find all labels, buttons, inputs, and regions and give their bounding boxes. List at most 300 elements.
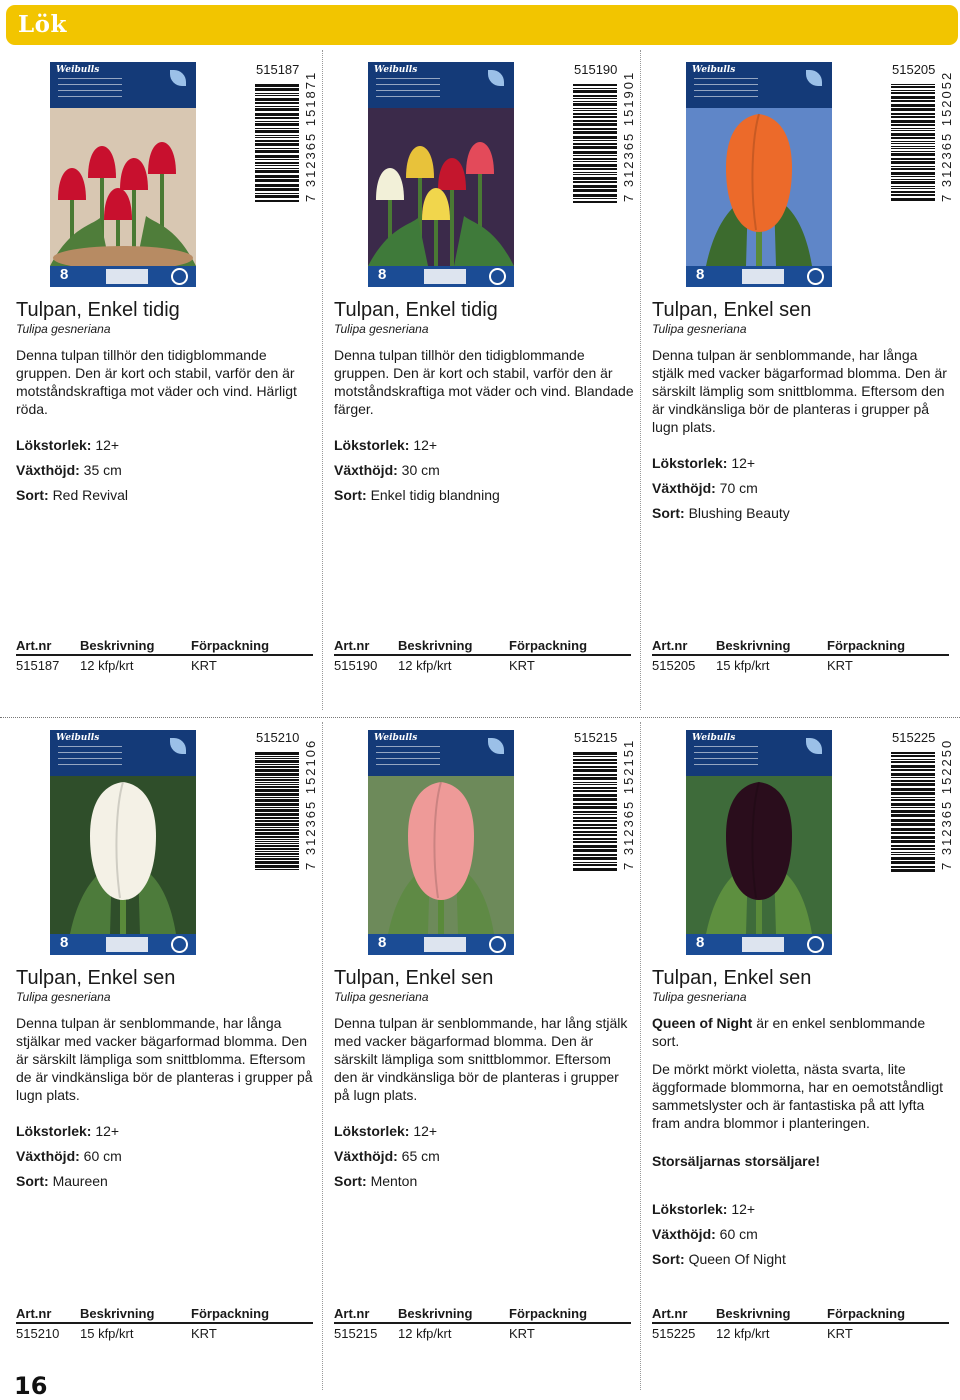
barcode-bar (573, 777, 617, 780)
product-specs (16, 1122, 316, 1190)
barcode-bar (891, 151, 935, 152)
barcode-bar (255, 108, 299, 111)
barcode-bar (255, 803, 299, 806)
barcode-bar (891, 90, 935, 91)
barcode-bar (891, 92, 935, 94)
barcode-bar (573, 784, 617, 785)
product-description: Denna tulpan tillhör den tidigblommande gruppen. Den är kort och stabil, varför den är motståndskraftiga mot väder och vind. Härligt röda. (16, 347, 297, 417)
product-image (50, 730, 196, 955)
order-table-header: Art.nr Beskrivning Förpackning (652, 636, 949, 656)
barcode-bar (255, 853, 299, 855)
brand-logo: Weibulls (56, 65, 100, 75)
barcode-bar (255, 113, 299, 116)
barcode-bar (891, 836, 935, 839)
barcode-bar (891, 194, 935, 196)
barcode-bar (255, 841, 299, 842)
product-card: Weibulls 8 515210 7 312365 152106 Tulpan, Enkel sen Tulipa gesneriana Denna tulpan är senblommande, har långa stjälkar med vacker bägarformad blomma. Den är särskilt lämpliga som snittblomma. Eftersom de är vindkänsliga bör de planteras i grupper på lugn plats. Lökstorlek: 12+ Växthöjd: 60 cm Sort: Maureen Art.nr Beskrivning Förpackning 515210 15 kfp/krt KRT (16, 730, 318, 1341)
barcode-bar (573, 198, 617, 199)
product-specs (652, 454, 952, 522)
product-specs (334, 1122, 634, 1190)
barcode-bar (255, 98, 299, 101)
order-table (652, 1304, 949, 1342)
barcode-bar (573, 101, 617, 102)
tulip-stem (438, 896, 444, 934)
column-divider (640, 50, 641, 710)
order-table-row: 515210 15 kfp/krt KRT (16, 1326, 217, 1341)
barcode-bar (573, 143, 617, 145)
barcode-bar (891, 852, 935, 853)
barcode-bar (573, 110, 617, 111)
barcode (255, 752, 299, 872)
barcode-bar (573, 774, 617, 776)
barcode-bar (255, 813, 299, 816)
barcode-bar (255, 130, 299, 133)
barcode-bar (573, 790, 617, 792)
spec-height: Växthöjd: 70 cm (652, 480, 758, 496)
barcode-bar (573, 849, 617, 852)
barcode-bar (573, 103, 617, 106)
barcode-bar (891, 797, 935, 798)
barcode (891, 84, 935, 204)
barcode-bar (891, 146, 935, 147)
order-table (334, 636, 631, 674)
barcode-bar (255, 764, 299, 765)
barcode-bar (891, 128, 935, 129)
barcode-bar (891, 861, 935, 864)
order-table-header: Art.nr Beskrivning Förpackning (334, 1304, 631, 1324)
barcode-bar (891, 869, 935, 872)
product-title: Tulpan, Enkel sen (16, 967, 176, 989)
barcode-bar (891, 765, 935, 768)
barcode-bar (573, 864, 617, 866)
barcode-bar (891, 783, 935, 786)
barcode-bar (573, 95, 617, 97)
barcode-bar (255, 135, 299, 136)
barcode (255, 84, 299, 204)
barcode-bar (573, 131, 617, 134)
barcode-bar (255, 779, 299, 781)
barcode-bar (573, 88, 617, 89)
barcode-bar (255, 175, 299, 178)
barcode-bar (573, 164, 617, 167)
barcode-bar (891, 828, 935, 831)
product-title: Tulpan, Enkel sen (652, 967, 812, 989)
barcode-bar (255, 758, 299, 759)
barcode-bar (255, 106, 299, 107)
barcode-bar (573, 136, 617, 139)
barcode-bar (255, 155, 299, 158)
barcode-bar (255, 760, 299, 763)
barcode-bar (891, 803, 935, 806)
barcode-bar (891, 148, 935, 149)
barcode-bar (255, 188, 299, 191)
leaf-icon (488, 70, 504, 86)
product-description: Denna tulpan är senblommande, har långa stjälk med vacker bägarformad blomma. Den är särskilt lämplig som snittblomma. Eftersom den är vindkänsliga bör de planteras i grupper på lugn plats. (652, 347, 947, 435)
barcode-bar (573, 854, 617, 856)
barcode-bar (891, 130, 935, 131)
barcode-bar (573, 766, 617, 768)
spec-variety: Sort: Red Revival (16, 487, 129, 503)
barcode-bar (573, 756, 617, 757)
barcode (891, 752, 935, 872)
barcode-bar (573, 161, 617, 162)
article-number: 515187 (256, 62, 300, 77)
spec-bulb-size: Lökstorlek: 12+ (652, 1201, 756, 1217)
barcode-bar (891, 857, 935, 860)
barcode-bar (255, 123, 299, 126)
barcode-bar (573, 794, 617, 797)
product-intro: Queen of Night är en enkel senblommande sort. (652, 1015, 926, 1049)
barcode-bar (573, 90, 617, 93)
spec-variety: Sort: Enkel tidig blandning (334, 487, 500, 503)
barcode-bar (891, 172, 935, 175)
tulip-illustration (686, 108, 832, 266)
barcode-bar (573, 116, 617, 118)
product-image (368, 62, 514, 287)
article-number: 515225 (892, 730, 936, 745)
barcode-bar (573, 814, 617, 815)
barcode-bar (255, 839, 299, 840)
barcode-bar (891, 84, 935, 85)
barcode-bar (255, 786, 299, 788)
barcode-bar (891, 819, 935, 822)
brand-logo: Weibulls (56, 733, 100, 743)
barcode-bar (255, 865, 299, 868)
barcode-bar (573, 831, 617, 833)
section-title: Lök (18, 11, 67, 38)
barcode-bar (573, 128, 617, 130)
tulip-illustration (368, 108, 514, 266)
brand-logo: Weibulls (692, 733, 736, 743)
pack-count-icon: 8 (60, 266, 69, 283)
article-number: 515205 (892, 62, 936, 77)
tulip-stem (756, 896, 762, 934)
product-title: Tulpan, Enkel sen (334, 967, 494, 989)
barcode-bar (255, 809, 299, 812)
barcode-bar (255, 861, 299, 864)
brand-logo: Weibulls (374, 65, 418, 75)
latin-name: Tulipa gesneriana (652, 990, 747, 1004)
barcode-bar (255, 752, 299, 755)
spec-bulb-size: Lökstorlek: 12+ (334, 1123, 438, 1139)
badge-icon (489, 268, 506, 285)
barcode-bar (573, 146, 617, 149)
latin-name: Tulipa gesneriana (334, 322, 429, 336)
barcode-bar (573, 817, 617, 819)
product-image (50, 62, 196, 287)
product-highlight: Storsäljarnas storsäljare! (652, 1153, 821, 1169)
tulip-stem (756, 228, 762, 266)
order-table-header: Art.nr Beskrivning Förpackning (334, 636, 631, 656)
barcode-bar (255, 140, 299, 142)
order-table (652, 636, 949, 674)
barcode-bar (891, 761, 935, 763)
barcode-bar (255, 128, 299, 129)
barcode-bar (573, 201, 617, 203)
barcode-bar (573, 168, 617, 170)
barcode-bar (891, 120, 935, 123)
brand-logo: Weibulls (374, 733, 418, 743)
product-card: Weibulls 8 515190 7 312365 151901 Tulpan, Enkel tidig Tulipa gesneriana Denna tulpan tillhör den tidigblommande gruppen. Den är kort och stabil, varför den är motståndskraftiga mot väder och vind. Blandade färger. Lökstorlek: 12+ Växthöjd: 30 cm Sort: Enkel tidig blandning Art.nr Beskrivning Förpackning 515190 12 kfp/krt KRT (334, 62, 636, 673)
latin-name: Tulipa gesneriana (334, 990, 429, 1004)
barcode-bar (891, 181, 935, 184)
barcode-bar (891, 104, 935, 107)
barcode-bar (891, 133, 935, 136)
barcode-bar (891, 845, 935, 847)
barcode-bar (891, 752, 935, 754)
barcode-bar (573, 868, 617, 871)
spec-variety: Sort: Queen Of Night (652, 1251, 786, 1267)
barcode-bar (255, 165, 299, 166)
spec-variety: Sort: Blushing Beauty (652, 505, 790, 521)
barcode-bar (891, 777, 935, 778)
barcode-bar (891, 113, 935, 115)
tulip-flower (90, 782, 156, 900)
barcode (573, 752, 617, 872)
barcode-bar (891, 176, 935, 177)
barcode-bar (255, 102, 299, 104)
barcode-bar (255, 823, 299, 826)
barcode-bar (255, 782, 299, 783)
barcode-bar (573, 787, 617, 789)
order-table-header: Art.nr Beskrivning Förpackning (16, 1304, 313, 1324)
spec-height: Växthöjd: 35 cm (16, 462, 122, 478)
order-table-row: 515205 15 kfp/krt KRT (652, 658, 853, 673)
barcode-bar (573, 84, 617, 86)
barcode-bar (573, 798, 617, 801)
barcode-bar (255, 159, 299, 160)
barcode-bar (573, 862, 617, 863)
barcode-bar (891, 780, 935, 782)
pack-count-icon: 8 (696, 934, 705, 951)
barcode-bar (891, 769, 935, 771)
barcode-bar (255, 195, 299, 198)
barcode-bar (573, 194, 617, 197)
order-table-row: 515225 12 kfp/krt KRT (652, 1326, 853, 1341)
barcode-bar (573, 841, 617, 843)
leaf-icon (170, 738, 186, 754)
barcode-bar (255, 797, 299, 798)
barcode-bar (573, 838, 617, 840)
barcode-bar (573, 113, 617, 115)
article-number: 515190 (574, 62, 618, 77)
barcode-bar (573, 123, 617, 126)
barcode-bar (573, 177, 617, 180)
barcode-bar (573, 98, 617, 99)
tulip-illustration (686, 776, 832, 934)
barcode-bar (573, 752, 617, 755)
tulip-stem (450, 186, 454, 266)
barcode-bar (255, 807, 299, 808)
barcode-bar (255, 150, 299, 153)
article-number: 515215 (574, 730, 618, 745)
barcode-bar (891, 773, 935, 776)
barcode-bar (255, 784, 299, 785)
barcode-bar (573, 803, 617, 805)
product-description: Denna tulpan är senblommande, har lång stjälk med vacker bägarformad blomma. Den är särskilt lämpliga som snittblommor. Eftersom den är vindkänsliga bör de planteras i grupper på lugn plats. (334, 1015, 628, 1103)
tulip-illustration (368, 776, 514, 934)
barcode-bar (255, 829, 299, 831)
pack-count-icon: 8 (60, 934, 69, 951)
tulip-stem (434, 216, 438, 266)
spec-variety: Sort: Menton (334, 1173, 418, 1189)
barcode-bar (573, 806, 617, 809)
leaf-icon (488, 738, 504, 754)
barcode-bar (255, 843, 299, 844)
spec-bulb-size: Lökstorlek: 12+ (334, 437, 438, 453)
barcode-bar (891, 161, 935, 164)
barcode-bar (255, 769, 299, 772)
order-table-header: Art.nr Beskrivning Förpackning (652, 1304, 949, 1324)
barcode-bar (891, 840, 935, 843)
barcode-bar (891, 854, 935, 855)
product-image (368, 730, 514, 955)
barcode-bar (891, 198, 935, 201)
barcode-bar (891, 141, 935, 142)
barcode-bar (255, 168, 299, 169)
barcode-bar (573, 857, 617, 860)
barcode-bar (255, 193, 299, 194)
badge-icon (807, 936, 824, 953)
barcode-bar (573, 108, 617, 109)
order-table-row: 515215 12 kfp/krt KRT (334, 1326, 535, 1341)
barcode-bar (255, 143, 299, 146)
barcode-bar (255, 117, 299, 119)
brand-logo: Weibulls (692, 65, 736, 75)
barcode-bar (255, 179, 299, 182)
barcode-bar (891, 137, 935, 139)
barcode-bar (255, 789, 299, 792)
product-title: Tulpan, Enkel tidig (16, 299, 180, 321)
barcode-bar (573, 140, 617, 141)
badge-icon (489, 936, 506, 953)
barcode-bar (891, 191, 935, 193)
barcode-bar (891, 848, 935, 850)
barcode-bar (255, 845, 299, 847)
barcode-bar (891, 116, 935, 118)
barcode-bar (891, 832, 935, 834)
barcode-bar (255, 170, 299, 173)
barcode-bar (573, 185, 617, 188)
barcode-bar (255, 137, 299, 138)
barcode-bar (255, 858, 299, 860)
barcode-bar (891, 124, 935, 126)
barcode-bar (573, 824, 617, 826)
order-table-header: Art.nr Beskrivning Förpackning (16, 636, 313, 656)
product-card: Weibulls 8 515215 7 312365 152151 Tulpan, Enkel sen Tulipa gesneriana Denna tulpan är senblommande, har lång stjälk med vacker bägarformad blomma. Den är särskilt lämpliga som snittblommor. Eftersom den är vindkänsliga bör de planteras i grupper på lugn plats. Lökstorlek: 12+ Växthöjd: 65 cm Sort: Menton Art.nr Beskrivning Förpackning 515215 12 kfp/krt KRT (334, 730, 636, 1341)
badge-icon (171, 936, 188, 953)
barcode-bar (255, 851, 299, 852)
product-card: Weibulls 8 515187 7 312365 151871 Tulpan, Enkel tidig Tulipa gesneriana Denna tulpan tillhör den tidigblommande gruppen. Den är kort och stabil, varför den är motståndskraftiga mot väder och vind. Härligt röda. Lökstorlek: 12+ Växthöjd: 35 cm Sort: Red Revival Art.nr Beskrivning Förpackning 515187 12 kfp/krt KRT (16, 62, 318, 673)
barcode-bar (573, 120, 617, 122)
product-image (686, 62, 832, 287)
barcode-bar (255, 88, 299, 91)
spec-bulb-size: Lökstorlek: 12+ (652, 455, 756, 471)
product-image (686, 730, 832, 955)
product-description: Denna tulpan tillhör den tidigblommande gruppen. Den är kort och stabil, varför den är motståndskraftiga mot väder och vind. Blandade färger. (334, 347, 634, 417)
barcode-bar (891, 759, 935, 760)
barcode-bar (255, 756, 299, 757)
barcode-bar (573, 811, 617, 813)
latin-name: Tulipa gesneriana (16, 990, 111, 1004)
tulip-illustration (50, 776, 196, 934)
spec-height: Växthöjd: 60 cm (652, 1226, 758, 1242)
barcode (573, 84, 617, 204)
column-divider (322, 50, 323, 710)
barcode-bar (573, 759, 617, 761)
section-header (6, 5, 958, 45)
barcode-bar (255, 820, 299, 822)
barcode-bar (891, 153, 935, 156)
barcode-bar (255, 827, 299, 828)
barcode-bar (573, 834, 617, 836)
barcode-bar (255, 793, 299, 796)
barcode-bar (573, 151, 617, 154)
product-specs (16, 436, 316, 504)
barcode-bar (255, 148, 299, 149)
product-title: Tulpan, Enkel tidig (334, 299, 498, 321)
barcode-bar (891, 799, 935, 801)
order-table-row: 515187 12 kfp/krt KRT (16, 658, 217, 673)
spec-height: Växthöjd: 30 cm (334, 462, 440, 478)
latin-name: Tulipa gesneriana (16, 322, 111, 336)
spec-bulb-size: Lökstorlek: 12+ (16, 437, 120, 453)
page-number: 16 (14, 1372, 48, 1400)
order-table (16, 636, 313, 674)
product-title: Tulpan, Enkel sen (652, 299, 812, 321)
barcode-bar (255, 766, 299, 768)
barcode-bar (255, 836, 299, 838)
tulip-flower (726, 114, 792, 232)
spec-height: Växthöjd: 65 cm (334, 1148, 440, 1164)
latin-name: Tulipa gesneriana (652, 322, 747, 336)
barcode-bar (891, 186, 935, 187)
product-specs (334, 436, 634, 504)
pack-count-icon: 8 (378, 266, 387, 283)
barcode-bar (891, 755, 935, 757)
barcode-bar (891, 166, 935, 167)
barcode-bar (255, 93, 299, 94)
barcode-bar (573, 769, 617, 772)
barcode-bar (255, 832, 299, 835)
column-divider (640, 722, 641, 1390)
product-card: Weibulls 8 515225 7 312365 152250 Tulpan, Enkel sen Tulipa gesneriana Queen of Night är en enkel senblommande sort. De mörkt mörkt violetta, nästa svarta, lite äggformade blommorna, har en oemotståndligt sammetslyster och är fantastiska på att lyfta fram andra blommor i planteringen. Storsäljarnas storsäljare! Lökstorlek: 12+ Växthöjd: 60 cm Sort: Queen Of Night Art.nr Beskrivning Förpackning 515225 12 kfp/krt KRT (652, 730, 954, 1341)
barcode-bar (255, 799, 299, 802)
barcode-bar (891, 86, 935, 88)
barcode-bar (573, 155, 617, 156)
barcode-bar (891, 158, 935, 160)
leaf-icon (170, 70, 186, 86)
barcode-bar (255, 200, 299, 202)
badge-icon (171, 268, 188, 285)
barcode-bar (573, 174, 617, 175)
order-table-row: 515190 12 kfp/krt KRT (334, 658, 535, 673)
barcode-bar (891, 810, 935, 813)
order-table (334, 1304, 631, 1342)
barcode-bar (891, 143, 935, 144)
barcode-bar (573, 158, 617, 160)
barcode-bar (891, 108, 935, 111)
barcode-bar (255, 184, 299, 187)
barcode-bar (573, 782, 617, 783)
barcode-bar (573, 181, 617, 183)
barcode-bar (573, 827, 617, 829)
barcode-bar (255, 162, 299, 164)
barcode-bar (573, 845, 617, 848)
barcode-bar (255, 856, 299, 857)
barcode-bar (891, 823, 935, 826)
spec-height: Växthöjd: 60 cm (16, 1148, 122, 1164)
